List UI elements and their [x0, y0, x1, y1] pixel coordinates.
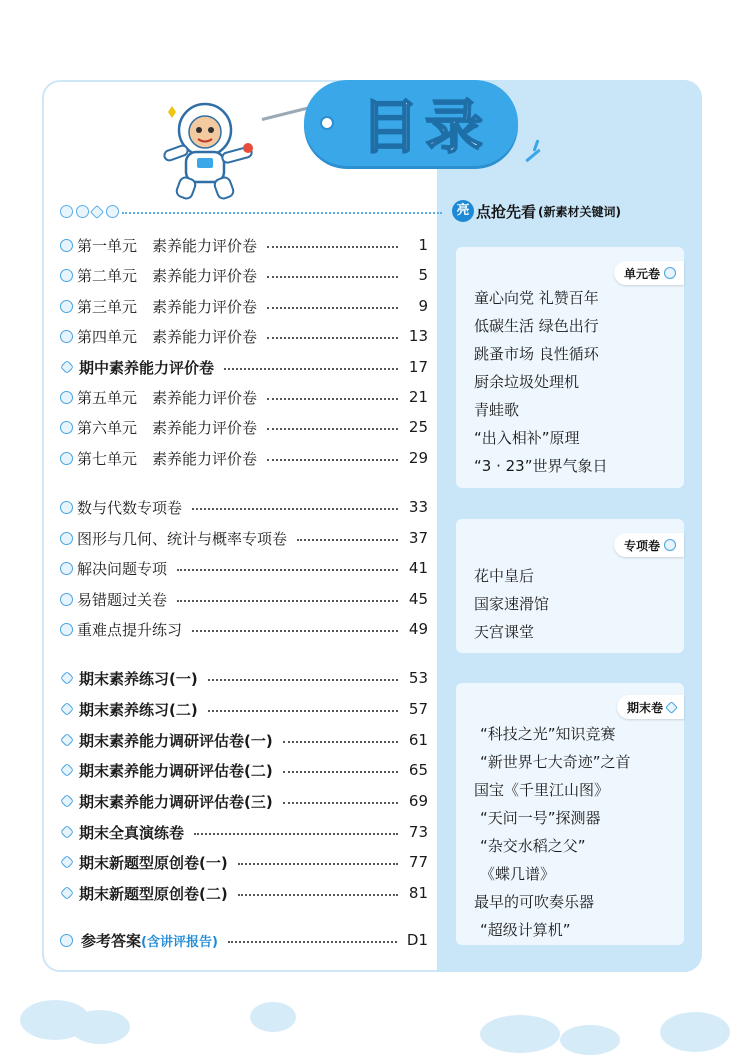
final-keywords-card	[456, 683, 684, 945]
toc-item[interactable]	[60, 789, 428, 813]
flower-icon	[60, 934, 73, 947]
card-tag-label: 单元卷	[623, 266, 660, 281]
flower-icon	[106, 205, 119, 218]
toc-item[interactable]	[60, 666, 428, 690]
toc-item[interactable]	[60, 526, 428, 550]
toc-item-label: 期中素养能力评价卷	[79, 358, 215, 377]
smile-icon	[60, 330, 73, 343]
dot-leader	[177, 600, 398, 602]
page-number: 77	[408, 853, 428, 871]
answers-label	[81, 930, 218, 951]
keyword-item: 童心向党 礼赞百年	[474, 289, 599, 307]
toc-item-label: 第一单元 素养能力评价卷	[77, 236, 258, 255]
dot-leader	[208, 679, 398, 681]
toc-item[interactable]	[60, 850, 428, 874]
dot-leader	[267, 398, 398, 400]
card-tag	[614, 261, 684, 285]
keyword-item: 跳蚤市场 良性循环	[474, 345, 599, 363]
toc-item-label: 期末素养能力调研评估卷(三)	[79, 792, 273, 811]
page-number: 53	[408, 669, 428, 687]
star-icon	[60, 360, 74, 374]
smile-icon	[60, 391, 73, 404]
card-tag-label: 期末卷	[626, 700, 663, 715]
toc-item[interactable]	[60, 263, 428, 287]
highlight-badge: 亮	[452, 200, 474, 222]
smile-icon	[60, 421, 73, 434]
cloud-decoration	[250, 1002, 296, 1032]
toc-item-label: 第三单元 素养能力评价卷	[77, 297, 258, 316]
toc-item-label: 第六单元 素养能力评价卷	[77, 418, 258, 437]
grin-icon	[60, 623, 73, 636]
toc-item[interactable]	[60, 415, 428, 439]
keyword-item: 《蝶几谱》	[480, 865, 556, 883]
page-number: 9	[418, 297, 428, 315]
highlight-title: 点抢先看	[476, 202, 537, 221]
astronaut-illustration	[150, 92, 270, 202]
page-number: 57	[408, 700, 428, 718]
page-number: 33	[408, 498, 428, 516]
toc-item-label: 解决问题专项	[77, 559, 168, 578]
star-icon	[60, 825, 74, 839]
toc-item-label: 重难点提升练习	[77, 620, 183, 639]
answers-title: 参考答案	[81, 931, 142, 950]
page-number: 45	[408, 590, 428, 608]
keyword-item: 厨余垃圾处理机	[474, 373, 580, 391]
page-number: 81	[408, 884, 428, 902]
page-number: 73	[408, 823, 428, 841]
answers-row[interactable]	[60, 928, 428, 952]
page-number: 1	[418, 236, 428, 254]
dot-leader	[208, 710, 398, 712]
dot-leader	[283, 741, 398, 743]
page-number: 21	[408, 388, 428, 406]
star-icon	[60, 763, 74, 777]
dot-leader	[283, 802, 398, 804]
dot-leader	[177, 569, 398, 571]
toc-item[interactable]	[60, 881, 428, 905]
page-number: 49	[408, 620, 428, 638]
keyword-item: 青蛙歌	[474, 401, 520, 419]
toc-item[interactable]	[60, 385, 428, 409]
smile-icon	[60, 205, 73, 218]
dot-leader	[267, 276, 398, 278]
answers-note: (含讲评报告)	[141, 934, 218, 950]
dot-leader	[228, 941, 397, 943]
smile-icon	[60, 452, 73, 465]
page-number: 13	[408, 327, 428, 345]
toc-item-label: 期末素养能力调研评估卷(二)	[79, 761, 273, 780]
toc-item[interactable]	[60, 728, 428, 752]
keyword-item: 国家速滑馆	[474, 595, 550, 613]
toc-item-label: 期末素养练习(一)	[79, 669, 198, 688]
star-icon	[60, 702, 74, 716]
dot-leader	[192, 630, 398, 632]
star-icon	[60, 671, 74, 685]
smile-icon	[60, 239, 73, 252]
header-divider	[122, 212, 442, 214]
dot-leader	[267, 428, 398, 430]
grin-icon	[60, 532, 73, 545]
dot-leader	[192, 508, 398, 510]
toc-item[interactable]	[60, 556, 428, 580]
toc-item-label: 期末素养练习(二)	[79, 700, 198, 719]
dot-leader	[297, 539, 398, 541]
card-tag	[617, 695, 684, 719]
toc-item-label: 第四单元 素养能力评价卷	[77, 327, 258, 346]
smile-icon	[664, 267, 676, 279]
page-number: 29	[408, 449, 428, 467]
toc-item[interactable]	[60, 617, 428, 641]
page-title: 目录	[360, 93, 489, 161]
keyword-item: 天宫课堂	[474, 623, 535, 641]
page-number: 37	[408, 529, 428, 547]
keyword-item: “新世界七大奇迹”之首	[480, 753, 631, 771]
toc-item[interactable]	[60, 495, 428, 519]
page-number: 17	[408, 358, 428, 376]
toc-item-label: 第五单元 素养能力评价卷	[77, 388, 258, 407]
grin-icon	[664, 539, 676, 551]
smile-icon	[60, 269, 73, 282]
cloud-decoration	[560, 1025, 620, 1055]
highlight-heading	[452, 198, 621, 224]
toc-item[interactable]	[60, 697, 428, 721]
page-number: 61	[408, 731, 428, 749]
keyword-item: 低碳生活 绿色出行	[474, 317, 599, 335]
toc-item-label: 期末新题型原创卷(二)	[79, 884, 228, 903]
keyword-item: “出入相补”原理	[474, 429, 580, 447]
card-tag	[614, 533, 684, 557]
toc-item-label: 易错题过关卷	[77, 590, 168, 609]
toc-item[interactable]	[60, 324, 428, 348]
toc-item-label: 期末全真演练卷	[79, 823, 185, 842]
star-icon	[60, 733, 74, 747]
grin-icon	[76, 205, 89, 218]
smile-icon	[60, 300, 73, 313]
grin-icon	[60, 593, 73, 606]
unit-keywords-card	[456, 247, 684, 488]
special-keywords-card	[456, 519, 684, 653]
keyword-item: “杂交水稻之父”	[480, 837, 586, 855]
highlight-subtitle: (新素材关键词)	[538, 204, 621, 219]
toc-item[interactable]	[60, 758, 428, 782]
page-number: 5	[418, 266, 428, 284]
star-icon	[60, 886, 74, 900]
dot-leader	[267, 307, 398, 309]
toc-item[interactable]	[60, 446, 428, 470]
star-icon	[60, 794, 74, 808]
star-icon	[665, 701, 678, 714]
page-number: 25	[408, 418, 428, 436]
dot-leader	[267, 337, 398, 339]
dot-leader	[194, 833, 398, 835]
toc-item[interactable]	[60, 587, 428, 611]
dot-leader	[267, 246, 398, 248]
keyword-item: 花中皇后	[474, 567, 535, 585]
dot-leader	[238, 863, 398, 865]
keyword-item: 最早的可吹奏乐器	[474, 893, 595, 911]
page-number: 41	[408, 559, 428, 577]
dot-leader	[283, 771, 398, 773]
cloud-decoration	[70, 1010, 130, 1044]
page-number: D1	[406, 931, 428, 949]
page-number: 69	[408, 792, 428, 810]
toc-item[interactable]	[60, 294, 428, 318]
keyword-item: “科技之光”知识竞赛	[480, 725, 616, 743]
cloud-decoration	[660, 1012, 730, 1052]
cloud-decoration	[480, 1015, 560, 1053]
keyword-item: “超级计算机”	[480, 921, 571, 939]
toc-item-label: 数与代数专项卷	[77, 498, 183, 517]
page-number: 65	[408, 761, 428, 779]
dot-leader	[267, 459, 398, 461]
toc-item[interactable]	[60, 233, 428, 257]
toc-item-label: 第二单元 素养能力评价卷	[77, 266, 258, 285]
grin-icon	[60, 562, 73, 575]
dot-leader	[224, 368, 398, 370]
grin-icon	[60, 501, 73, 514]
toc-item-label: 第七单元 素养能力评价卷	[77, 449, 258, 468]
keyword-item: “3 · 23”世界气象日	[474, 457, 608, 475]
keyword-item: 国宝《千里江山图》	[474, 781, 610, 799]
dot-leader	[238, 894, 398, 896]
toc-item-label: 期末素养能力调研评估卷(一)	[79, 731, 273, 750]
star-icon	[60, 855, 74, 869]
toc-item[interactable]	[60, 820, 428, 844]
toc-item[interactable]	[60, 355, 428, 379]
card-tag-label: 专项卷	[623, 538, 660, 553]
toc-item-label: 图形与几何、统计与概率专项卷	[77, 529, 288, 548]
keyword-item: “天问一号”探测器	[480, 809, 601, 827]
toc-item-label: 期末新题型原创卷(一)	[79, 853, 228, 872]
